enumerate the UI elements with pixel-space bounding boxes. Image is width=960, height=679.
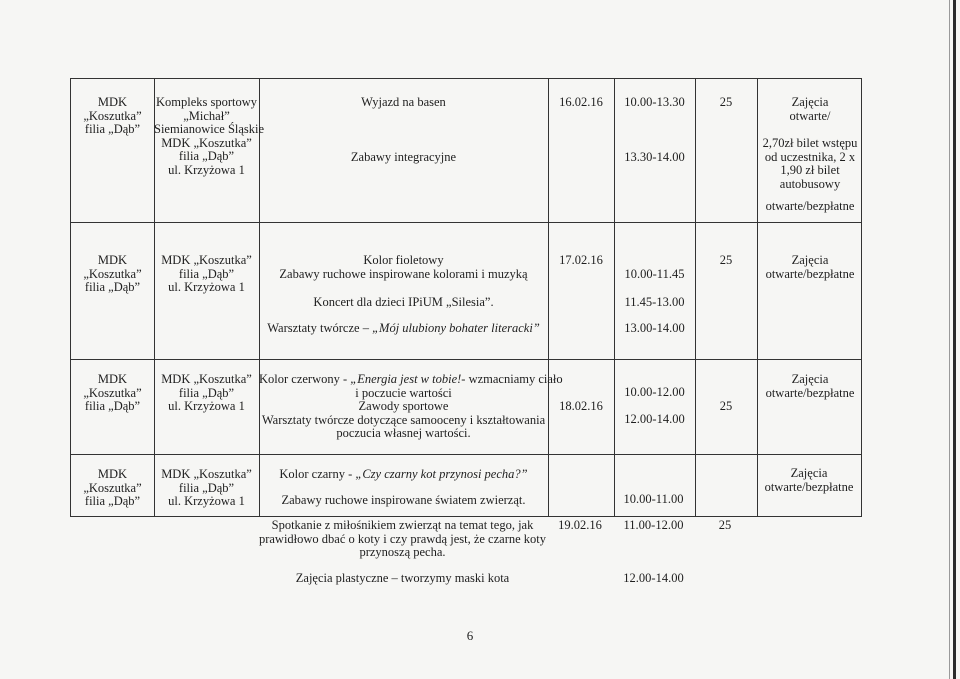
place-cell: MDK „Koszutka” filia „Dąb” ul. Krzyżowa 1 xyxy=(161,467,252,508)
time-cell: 10.00-11.45 xyxy=(624,267,685,281)
time-cell: 13.30-14.00 xyxy=(624,150,685,164)
type-cell: Zajęcia otwarte/bezpłatne xyxy=(765,372,855,400)
event-line: Kolor czerwony - „Energia jest w tobie!- wzmacniamy ciało xyxy=(259,372,563,386)
date-cell: 17.02.16 xyxy=(559,253,603,267)
time-cell: 13.00-14.00 xyxy=(624,321,685,335)
col-divider xyxy=(548,79,549,516)
event-line: Kolor fioletowy Zabawy ruchowe inspirowane kolorami i muzyką xyxy=(279,253,528,281)
place-cell: Kompleks sportowy „Michał” Siemianowice Śląskie MDK „Koszutka” filia „Dąb” ul. Krzyżowa 1 xyxy=(154,95,265,177)
col-divider xyxy=(695,79,696,516)
date-cell: 16.02.16 xyxy=(559,95,603,109)
time-cell: 12.00-14.00 xyxy=(623,571,684,585)
scan-edge xyxy=(953,0,956,679)
time-cell: 10.00-12.00 xyxy=(624,385,685,399)
time-cell: 12.00-14.00 xyxy=(624,412,685,426)
scan-edge-shadow xyxy=(949,0,950,679)
place-cell: MDK „Koszutka” filia „Dąb” ul. Krzyżowa 1 xyxy=(161,253,252,294)
time-cell: 11.00-12.00 xyxy=(623,518,684,532)
time-cell: 10.00-13.30 xyxy=(624,95,685,109)
row-divider xyxy=(71,222,861,223)
date-cell: 19.02.16 xyxy=(558,518,602,532)
type-cell-note: otwarte/bezpłatne xyxy=(765,199,855,213)
type-cell-detail: 2,70zł bilet wstępu od uczestnika, 2 x 1,90 zł bilet autobusowy xyxy=(762,136,858,191)
event-line: Zabawy ruchowe inspirowane światem zwierząt. xyxy=(281,493,526,507)
event-line: Kolor czarny - „Czy czarny kot przynosi pecha?” xyxy=(279,467,528,481)
count-cell: 25 xyxy=(719,95,733,109)
row-divider xyxy=(71,359,861,360)
event-block: i poczucie wartości Zawody sportowe Warsztaty twórcze dotyczące samooceny i kształtowania poczucia własnej wartości. xyxy=(261,385,546,440)
event-line: Zajęcia plastyczne – tworzymy maski kota xyxy=(295,571,510,585)
row-divider xyxy=(71,454,861,455)
org-cell: MDK „Koszutka” filia „Dąb” xyxy=(83,95,142,136)
org-cell: MDK „Koszutka” filia „Dąb” xyxy=(83,372,142,413)
event-block: Spotkanie z miłośnikiem zwierząt na temat tego, jak prawidłowo dbać o koty i czy prawdą jest, że czarne koty przynoszą pecha. xyxy=(258,518,547,559)
type-cell: Zajęcia otwarte/bezpłatne xyxy=(764,466,854,494)
event-line: Warsztaty twórcze – „Mój ulubiony bohater literacki” xyxy=(267,321,540,335)
type-cell: Zajęcia otwarte/bezpłatne xyxy=(765,253,855,281)
event-line: Wyjazd na basen xyxy=(361,95,446,109)
type-cell: Zajęcia otwarte/ xyxy=(789,95,831,123)
date-cell: 18.02.16 xyxy=(559,399,603,413)
page-number: 6 xyxy=(466,628,474,643)
org-cell: MDK „Koszutka” filia „Dąb” xyxy=(83,253,142,294)
schedule-table xyxy=(70,78,862,517)
time-cell: 11.45-13.00 xyxy=(624,295,685,309)
place-cell: MDK „Koszutka” filia „Dąb” ul. Krzyżowa 1 xyxy=(161,372,252,413)
time-cell: 10.00-11.00 xyxy=(623,492,684,506)
count-cell: 25 xyxy=(719,399,733,413)
event-line: Zabawy integracyjne xyxy=(350,150,457,164)
org-cell: MDK „Koszutka” filia „Dąb” xyxy=(83,467,142,508)
count-cell: 25 xyxy=(719,253,733,267)
count-cell: 25 xyxy=(718,518,732,532)
event-line: Koncert dla dzieci IPiUM „Silesia”. xyxy=(313,295,494,309)
